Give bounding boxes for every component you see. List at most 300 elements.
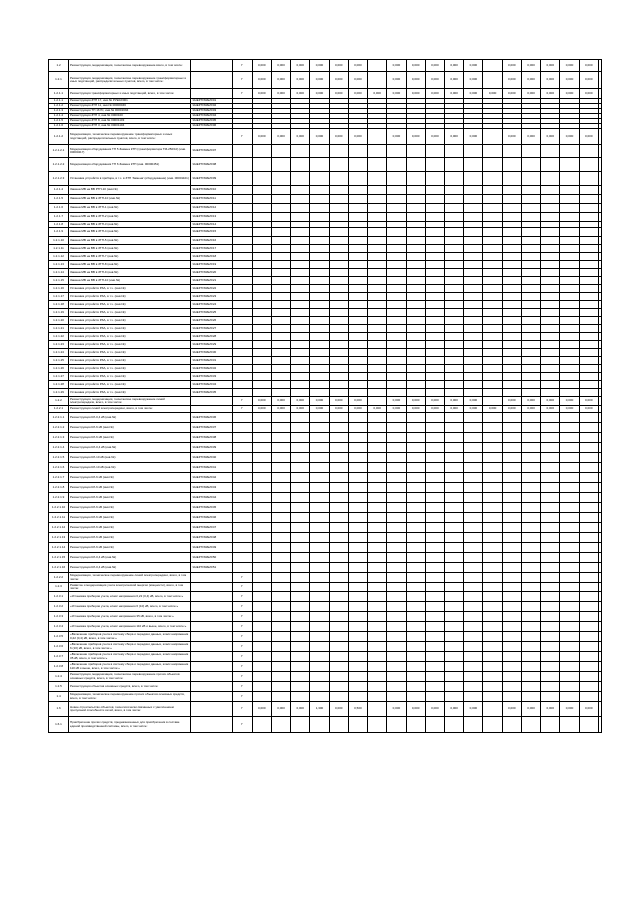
row-identifier: ЭНЕРГИЯ/Е/0/18: [191, 253, 232, 260]
value-cell: [426, 325, 445, 332]
value-cell: [368, 261, 387, 268]
value-cell: [503, 301, 522, 308]
value-cell: [253, 503, 272, 512]
value-cell: [349, 632, 368, 641]
row-unit: [233, 493, 253, 502]
row-unit: [233, 523, 253, 532]
row-name: Замена МВ на ВВ в ЗТП-5 (инв.№): [69, 237, 191, 244]
value-cell: [580, 563, 599, 572]
value-cell: [349, 301, 368, 308]
value-cell: 1,300: [310, 702, 329, 716]
value-cell: [387, 381, 406, 388]
notes-cell: [599, 503, 601, 512]
value-cell: [483, 612, 502, 621]
value-cell: [580, 253, 599, 260]
value-cell: [272, 463, 291, 472]
value-cell: [445, 513, 464, 522]
value-cell: [349, 325, 368, 332]
value-cell: [483, 672, 502, 681]
row-code: 1.2.1.22: [49, 333, 69, 340]
value-cell: [541, 533, 560, 542]
row-unit: Г: [233, 622, 253, 631]
value-cell: [368, 365, 387, 372]
value-cell: 0,000: [291, 60, 310, 71]
value-cell: [483, 293, 502, 300]
row-name: Реконструкция ТП 16 Ю, инв.№ 00001694: [69, 109, 191, 113]
value-cell: [560, 213, 579, 221]
value-cell: [560, 662, 579, 671]
value-cell: [503, 423, 522, 432]
value-cell: [253, 692, 272, 701]
row-identifier: [191, 583, 232, 591]
value-cell: [253, 317, 272, 324]
notes-cell: [599, 109, 601, 113]
table-row: [49, 397, 601, 406]
row-unit: [233, 563, 253, 572]
value-cell: 0,000: [426, 397, 445, 405]
value-cell: [541, 672, 560, 681]
row-identifier: ЭНЕРГИЯ/Е/0/29: [191, 341, 232, 348]
value-cell: [522, 717, 541, 732]
value-cell: [560, 463, 579, 472]
value-cell: [349, 553, 368, 562]
value-cell: [330, 114, 349, 118]
value-cell: 0,000: [426, 72, 445, 88]
value-cell: [387, 195, 406, 203]
value-cell: [580, 717, 599, 732]
value-cell: [426, 453, 445, 462]
value-cell: [387, 423, 406, 432]
value-cell: [310, 682, 329, 691]
value-cell: [407, 423, 426, 432]
value-cell: [560, 158, 579, 171]
value-cell: [541, 413, 560, 422]
value-cell: [272, 513, 291, 522]
value-cell: [310, 213, 329, 221]
value-cell: [503, 261, 522, 268]
value-cell: [503, 285, 522, 292]
row-code: 1.2.1.20: [49, 317, 69, 324]
value-cell: [445, 493, 464, 502]
value-cell: [541, 301, 560, 308]
row-name: Замена МВ на ВВ в ЗТП-2 (инв.№): [69, 213, 191, 221]
value-cell: [541, 717, 560, 732]
row-unit: Г: [233, 652, 253, 661]
value-cell: [330, 172, 349, 185]
value-cell: [560, 293, 579, 300]
notes-cell: [599, 583, 601, 591]
value-cell: [503, 483, 522, 492]
row-name: Замена МВ на ВВ в ЗТП-4 (инв.№): [69, 228, 191, 236]
value-cell: [253, 443, 272, 452]
value-cell: [541, 99, 560, 103]
row-unit: [233, 114, 253, 118]
value-cell: [426, 317, 445, 324]
value-cell: [483, 104, 502, 108]
notes-cell: [599, 553, 601, 562]
value-cell: [272, 533, 291, 542]
value-cell: 0,000: [407, 60, 426, 71]
value-cell: 0,000: [272, 702, 291, 716]
value-cell: [580, 622, 599, 631]
value-cell: [483, 662, 502, 671]
value-cell: [330, 317, 349, 324]
value-cell: [541, 195, 560, 203]
value-cell: [291, 228, 310, 236]
value-cell: [253, 413, 272, 422]
value-cell: [368, 563, 387, 572]
value-cell: [445, 463, 464, 472]
value-cell: [503, 513, 522, 522]
value-cell: [272, 124, 291, 128]
value-cell: [387, 293, 406, 300]
row-name: Реконструкция, модернизация, техническое перевооружение всего, в том числе:: [69, 60, 191, 71]
value-cell: [464, 423, 483, 432]
notes-cell: [599, 129, 601, 144]
notes-cell: [599, 513, 601, 522]
value-cell: [349, 493, 368, 502]
value-cell: [407, 717, 426, 732]
value-cell: [541, 325, 560, 332]
value-cell: [368, 293, 387, 300]
row-unit: [233, 285, 253, 292]
value-cell: [445, 365, 464, 372]
value-cell: 0,000: [464, 129, 483, 144]
value-cell: [272, 473, 291, 482]
value-cell: [503, 145, 522, 157]
value-cell: [272, 269, 291, 276]
value-cell: [253, 389, 272, 396]
value-cell: [349, 333, 368, 340]
value-cell: [464, 349, 483, 356]
value-cell: [253, 622, 272, 631]
value-cell: [330, 503, 349, 512]
value-cell: 0,000: [541, 129, 560, 144]
row-identifier: [191, 612, 232, 621]
row-unit: Г: [233, 717, 253, 732]
row-name: Реконструкция ЗТП 17, инв.№ РУЕ02/001: [69, 99, 191, 103]
value-cell: [503, 124, 522, 128]
value-cell: [253, 293, 272, 300]
row-identifier: [191, 652, 232, 661]
notes-cell: [599, 592, 601, 601]
value-cell: [291, 632, 310, 641]
row-name: Реконструкция трансформаторных и иных подстанций, всего, в том числе:: [69, 89, 191, 98]
value-cell: [272, 245, 291, 252]
row-name: Установка устройств РЗА, в т.ч. (инв.№): [69, 357, 191, 364]
value-cell: [426, 186, 445, 194]
value-cell: [426, 503, 445, 512]
value-cell: [330, 553, 349, 562]
value-cell: [464, 124, 483, 128]
value-cell: [445, 99, 464, 103]
value-cell: [580, 553, 599, 562]
row-unit: [233, 543, 253, 552]
value-cell: [541, 293, 560, 300]
value-cell: [483, 397, 502, 405]
value-cell: [310, 357, 329, 364]
row-name: Реконструкция, модернизация, техническое перевооружение прочих объектов основных средств, всего, в том числе:: [69, 672, 191, 681]
value-cell: [253, 672, 272, 681]
value-cell: [407, 104, 426, 108]
row-code: 1.2.1.29: [49, 389, 69, 396]
value-cell: 0,000: [407, 129, 426, 144]
value-cell: [483, 592, 502, 601]
value-cell: [503, 672, 522, 681]
value-cell: [253, 109, 272, 113]
row-identifier: [191, 60, 232, 71]
value-cell: [291, 473, 310, 482]
value-cell: [483, 269, 502, 276]
value-cell: [253, 309, 272, 316]
value-cell: [503, 228, 522, 236]
value-cell: [272, 99, 291, 103]
value-cell: [310, 453, 329, 462]
value-cell: [522, 443, 541, 452]
table-row: [49, 513, 601, 523]
value-cell: [580, 365, 599, 372]
value-cell: [560, 114, 579, 118]
table-row: [49, 473, 601, 483]
row-unit: Г: [233, 592, 253, 601]
notes-cell: [599, 406, 601, 412]
value-cell: [310, 325, 329, 332]
value-cell: [522, 642, 541, 651]
value-cell: [310, 602, 329, 611]
value-cell: [483, 114, 502, 118]
row-code: 1.2.1.25: [49, 357, 69, 364]
value-cell: [464, 301, 483, 308]
value-cell: [330, 213, 349, 221]
row-name: Реконструкция КЛ-6 кВ (инв.№): [69, 503, 191, 512]
value-cell: [541, 253, 560, 260]
value-cell: [464, 293, 483, 300]
value-cell: [580, 652, 599, 661]
value-cell: [272, 365, 291, 372]
value-cell: [483, 573, 502, 582]
row-identifier: ЭНЕРГИЯ/Е/0/12: [191, 204, 232, 212]
value-cell: [368, 702, 387, 716]
value-cell: [522, 503, 541, 512]
value-cell: [330, 513, 349, 522]
value-cell: [445, 158, 464, 171]
value-cell: [253, 357, 272, 364]
row-unit: [233, 357, 253, 364]
table-row: [49, 533, 601, 543]
value-cell: [349, 423, 368, 432]
row-unit: [233, 109, 253, 113]
value-cell: [560, 592, 579, 601]
value-cell: [503, 652, 522, 661]
row-name: Замена МВ на ВВ в ЗТП-10 (инв.№): [69, 277, 191, 284]
notes-cell: [599, 124, 601, 128]
value-cell: [253, 172, 272, 185]
table-row: [49, 237, 601, 245]
value-cell: [580, 453, 599, 462]
value-cell: [464, 341, 483, 348]
row-name: Реконструкция КЛ-0,4 кВ (инв.№): [69, 553, 191, 562]
value-cell: 0,000: [253, 60, 272, 71]
value-cell: [330, 632, 349, 641]
row-code: 1.2.3.2: [49, 602, 69, 611]
value-cell: [483, 195, 502, 203]
value-cell: [407, 301, 426, 308]
notes-cell: [599, 543, 601, 552]
value-cell: [291, 602, 310, 611]
value-cell: [445, 195, 464, 203]
value-cell: [253, 349, 272, 356]
value-cell: [272, 543, 291, 552]
notes-cell: [599, 423, 601, 432]
value-cell: [464, 245, 483, 252]
value-cell: [541, 443, 560, 452]
row-unit: [233, 333, 253, 340]
value-cell: 0,000: [387, 397, 406, 405]
value-cell: 0,000: [272, 72, 291, 88]
value-cell: [272, 373, 291, 380]
value-cell: [464, 553, 483, 562]
value-cell: [541, 145, 560, 157]
value-cell: [272, 453, 291, 462]
value-cell: [407, 573, 426, 582]
value-cell: [580, 186, 599, 194]
notes-cell: [599, 523, 601, 532]
value-cell: [503, 119, 522, 123]
value-cell: [426, 523, 445, 532]
value-cell: [349, 119, 368, 123]
value-cell: [291, 483, 310, 492]
value-cell: [483, 503, 502, 512]
value-cell: [541, 553, 560, 562]
value-cell: [291, 124, 310, 128]
value-cell: [560, 622, 579, 631]
value-cell: 0,000: [503, 72, 522, 88]
value-cell: 0,000: [464, 72, 483, 88]
value-cell: 0,000: [253, 72, 272, 88]
value-cell: [522, 523, 541, 532]
row-identifier: [191, 406, 232, 412]
value-cell: [580, 357, 599, 364]
value-cell: [483, 109, 502, 113]
value-cell: [464, 483, 483, 492]
value-cell: [464, 463, 483, 472]
value-cell: [541, 285, 560, 292]
value-cell: [310, 583, 329, 591]
value-cell: [387, 222, 406, 227]
value-cell: [349, 365, 368, 372]
value-cell: [445, 245, 464, 252]
row-unit: [233, 373, 253, 380]
value-cell: [291, 261, 310, 268]
value-cell: [445, 104, 464, 108]
value-cell: [503, 293, 522, 300]
value-cell: [310, 237, 329, 244]
value-cell: [272, 381, 291, 388]
value-cell: [580, 692, 599, 701]
table-row: [49, 317, 601, 325]
value-cell: [464, 672, 483, 681]
value-cell: [253, 124, 272, 128]
value-cell: [368, 277, 387, 284]
row-name: Установка устройств РЗА, в т.ч. (инв.№): [69, 373, 191, 380]
row-code: 1.2.1.26: [49, 365, 69, 372]
row-code: 1.2.1.18: [49, 301, 69, 308]
value-cell: [580, 158, 599, 171]
notes-cell: [599, 245, 601, 252]
value-cell: [580, 341, 599, 348]
value-cell: [464, 269, 483, 276]
value-cell: [464, 573, 483, 582]
value-cell: [580, 261, 599, 268]
row-unit: [233, 99, 253, 103]
value-cell: [330, 204, 349, 212]
value-cell: [407, 99, 426, 103]
value-cell: [330, 692, 349, 701]
row-unit: [233, 237, 253, 244]
row-identifier: ЭНЕРГИЯ/Е/0/07: [191, 145, 232, 157]
value-cell: [272, 672, 291, 681]
notes-cell: [599, 652, 601, 661]
value-cell: [368, 692, 387, 701]
value-cell: [291, 309, 310, 316]
value-cell: [580, 309, 599, 316]
value-cell: [272, 357, 291, 364]
value-cell: [387, 253, 406, 260]
value-cell: [349, 228, 368, 236]
value-cell: [580, 124, 599, 128]
value-cell: [426, 104, 445, 108]
value-cell: [330, 269, 349, 276]
value-cell: [310, 483, 329, 492]
value-cell: [522, 483, 541, 492]
value-cell: [368, 513, 387, 522]
value-cell: [407, 692, 426, 701]
value-cell: [310, 204, 329, 212]
value-cell: [541, 592, 560, 601]
value-cell: [272, 222, 291, 227]
row-code: 1.2.1.27: [49, 373, 69, 380]
value-cell: 0,000: [580, 60, 599, 71]
value-cell: [330, 433, 349, 442]
row-identifier: ЭНЕРГИЯ/Е/0/25: [191, 309, 232, 316]
value-cell: [464, 583, 483, 591]
value-cell: [407, 543, 426, 552]
value-cell: [349, 114, 368, 118]
row-name: Замена МВ на ВВ в ЗТП-10 (инв.№): [69, 195, 191, 203]
value-cell: 0,000: [407, 702, 426, 716]
value-cell: [483, 213, 502, 221]
value-cell: 0,000: [407, 89, 426, 98]
row-identifier: [191, 632, 232, 641]
value-cell: [445, 423, 464, 432]
value-cell: [522, 237, 541, 244]
value-cell: [464, 261, 483, 268]
value-cell: [541, 237, 560, 244]
value-cell: [310, 99, 329, 103]
value-cell: [330, 717, 349, 732]
value-cell: [464, 325, 483, 332]
value-cell: [560, 423, 579, 432]
value-cell: [445, 204, 464, 212]
row-name: Установка устройств РЗА, в т.ч. (инв.№): [69, 381, 191, 388]
value-cell: 0,000: [291, 129, 310, 144]
value-cell: 0,000: [253, 89, 272, 98]
value-cell: [464, 172, 483, 185]
notes-cell: [599, 473, 601, 482]
value-cell: [253, 373, 272, 380]
value-cell: [580, 463, 599, 472]
value-cell: 0,000: [522, 129, 541, 144]
